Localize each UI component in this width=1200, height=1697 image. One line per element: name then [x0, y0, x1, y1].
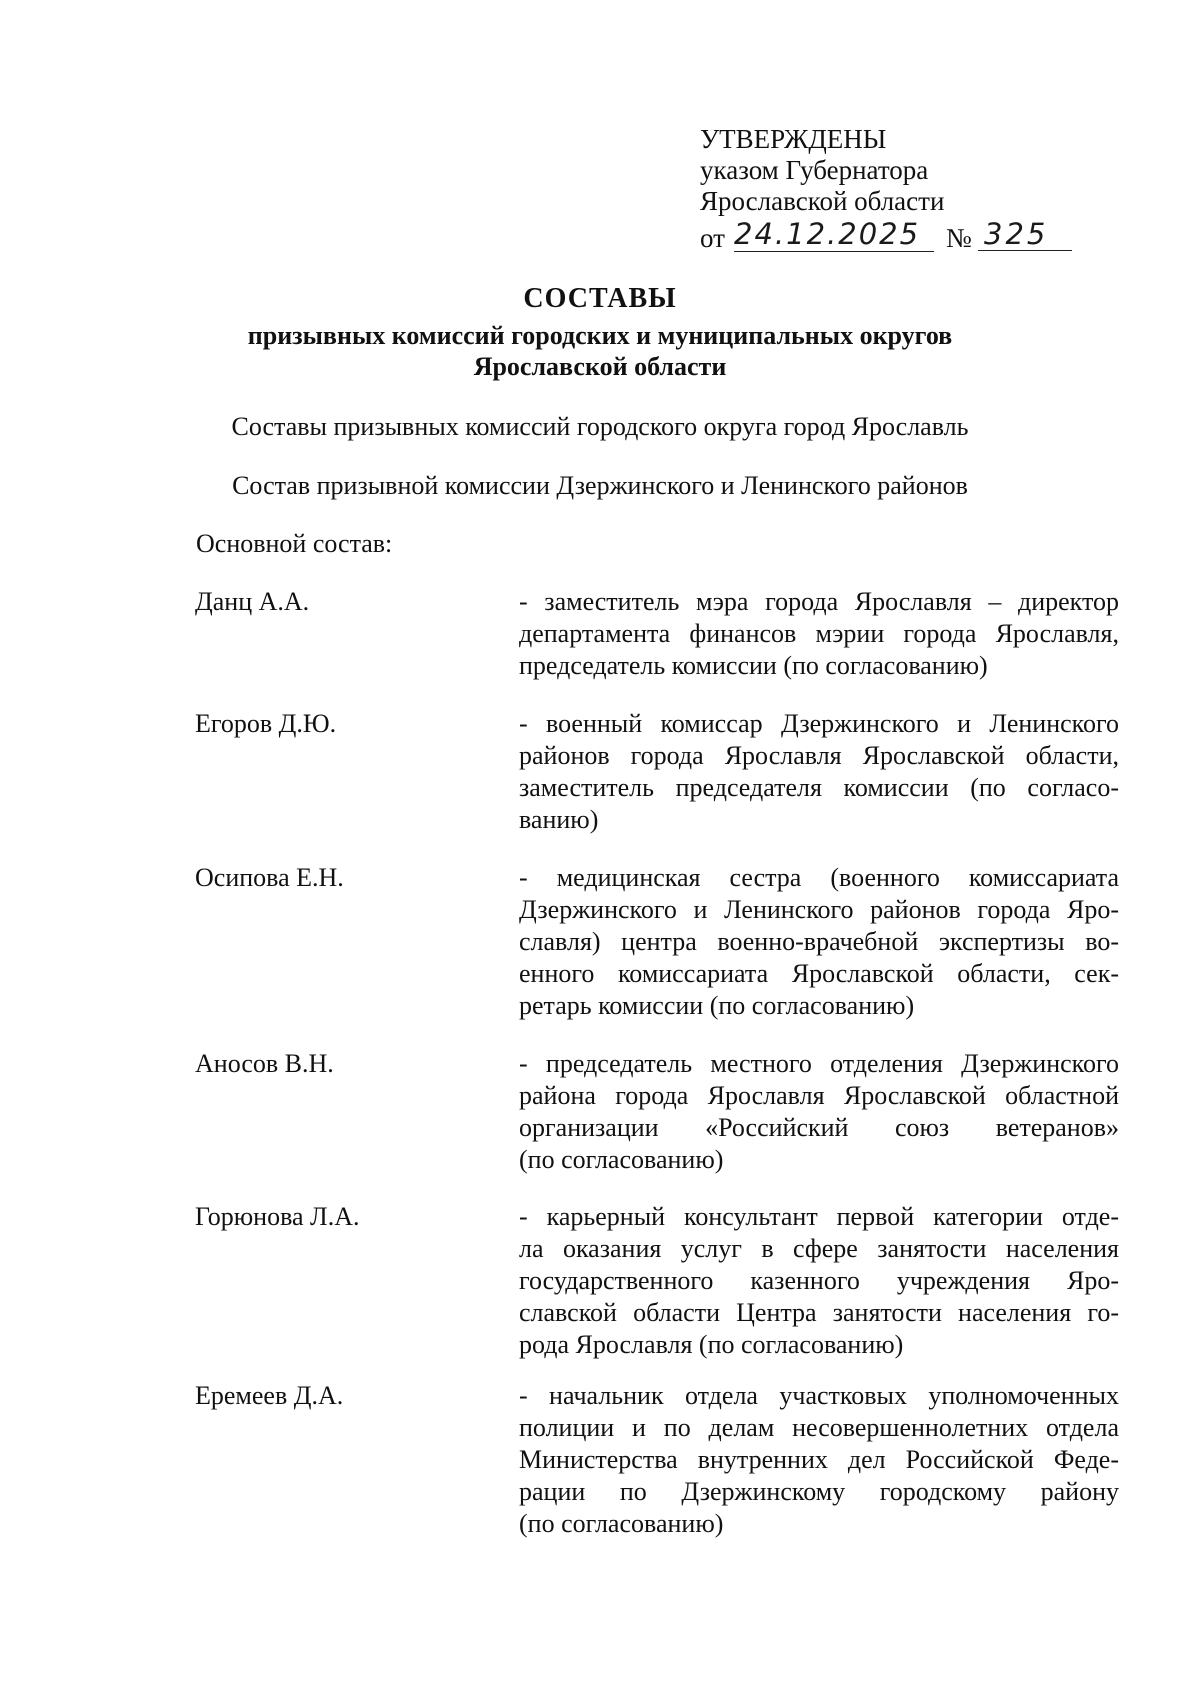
- approval-date-number-line: [700, 217, 1100, 253]
- role-line: - военный комиссар Дзержинского и Ленинского: [519, 709, 1119, 738]
- role-line: организации «Российский союз ветеранов»: [519, 1113, 1119, 1142]
- role-line: славля) центра военно-врачебной экспертизы во-: [519, 927, 1119, 956]
- handwritten-date: 24.12.2025: [734, 217, 934, 252]
- member-role: [519, 586, 1119, 682]
- role-line: Министерства внутренних дел Российской Феде-: [519, 1445, 1119, 1474]
- number-sign: №: [946, 223, 972, 253]
- role-line: ванию): [519, 805, 599, 834]
- member-name: Данц А.А.: [195, 587, 310, 616]
- role-line: ретарь комиссии (по согласованию): [519, 991, 915, 1020]
- member-role: [519, 1201, 1119, 1361]
- role-line: заместитель председателя комиссии (по согласо-: [519, 773, 1119, 802]
- subtitle-line-2: Ярославской области: [473, 352, 727, 381]
- role-line: Дзержинского и Ленинского районов города Яро-: [519, 895, 1119, 924]
- subtitle-line-1: призывных комиссий городских и муниципальных округов: [247, 321, 953, 350]
- role-line: - начальник отдела участковых уполномоченных: [519, 1381, 1119, 1410]
- member-role: [519, 862, 1119, 1022]
- role-line: рода Ярославля (по согласованию): [519, 1330, 904, 1359]
- role-line: (по согласованию): [519, 1509, 724, 1538]
- role-line: - заместитель мэра города Ярославля – директор: [519, 587, 1119, 616]
- role-line: - карьерный консультант первой категории отде-: [519, 1202, 1119, 1231]
- approval-heading: УТВЕРЖДЕНЫ: [700, 124, 887, 154]
- commission-heading: Состав призывной комиссии Дзержинского и Ленинского районов: [232, 471, 968, 500]
- role-line: ла оказания услуг в сфере занятости населения: [519, 1234, 1119, 1263]
- member-role: [519, 708, 1119, 836]
- role-line: председатель комиссии (по согласованию): [519, 651, 988, 680]
- role-line: района города Ярославля Ярославской областной: [519, 1081, 1119, 1110]
- member-role: [519, 1048, 1119, 1176]
- role-line: государственного казенного учреждения Яро-: [519, 1266, 1119, 1295]
- role-line: - председатель местного отделения Дзержинского: [519, 1049, 1119, 1078]
- role-line: (по согласованию): [519, 1145, 724, 1174]
- handwritten-number: 325: [978, 217, 1072, 251]
- approval-decree-line: указом Губернатора: [700, 155, 929, 185]
- date-prefix: от: [700, 223, 725, 253]
- member-name: Еремеев Д.А.: [195, 1381, 344, 1410]
- role-line: енного комиссариата Ярославской области, сек-: [519, 959, 1119, 988]
- document-title: СОСТАВЫ: [523, 283, 677, 314]
- member-name: Егоров Д.Ю.: [195, 709, 337, 738]
- approval-region-line: Ярославской области: [700, 186, 945, 216]
- role-line: - медицинская сестра (военного комиссариата: [519, 863, 1119, 892]
- approval-block: [700, 124, 1100, 253]
- role-line: департамента финансов мэрии города Ярославля,: [519, 619, 1119, 648]
- role-line: полиции и по делам несовершеннолетних отдела: [519, 1413, 1119, 1442]
- member-name: Осипова Е.Н.: [195, 863, 344, 892]
- main-composition-label: Основной состав:: [196, 529, 393, 558]
- member-role: [519, 1380, 1119, 1540]
- role-line: славской области Центра занятости населения го-: [519, 1298, 1119, 1327]
- role-line: районов города Ярославля Ярославской области,: [519, 741, 1119, 770]
- section-heading: Составы призывных комиссий городского округа город Ярославль: [231, 412, 969, 441]
- member-name: Аносов В.Н.: [195, 1049, 334, 1078]
- role-line: рации по Дзержинскому городскому району: [519, 1477, 1119, 1506]
- document-subtitle: [0, 320, 1200, 382]
- member-name: Горюнова Л.А.: [195, 1202, 360, 1231]
